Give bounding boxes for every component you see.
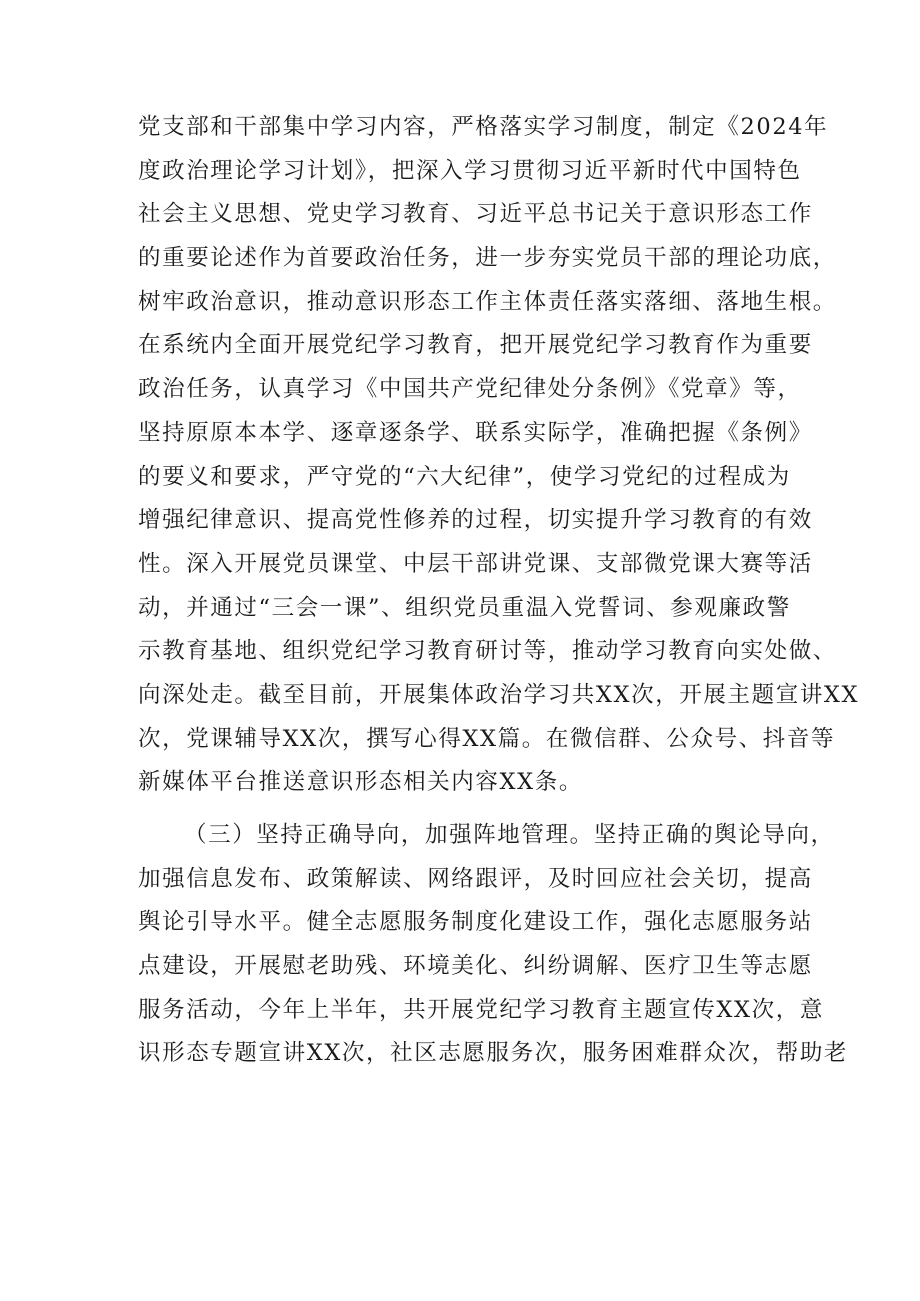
text-line: 服务活动，今年上半年，共开展党纪学习教育主题宣传XX次，意 bbox=[138, 996, 824, 1023]
section-heading-line: （三）坚持正确导向，加强阵地管理。坚持正确的舆论导向， bbox=[184, 822, 835, 848]
text-line: 示教育基地、组织党纪学习教育研讨等，推动学习教育向实处做、 bbox=[138, 638, 837, 665]
paragraph-1 bbox=[138, 106, 860, 805]
text-line: 动，并通过“三会一课”、组织党员重温入党誓词、参观廉政警 bbox=[138, 594, 791, 621]
text-line: 坚持原原本本学、逐章逐条学、联系实际学，准确把握《条例》 bbox=[138, 419, 813, 446]
text-line: 度政治理论学习计划》，把深入学习贯彻习近平新时代中国特色 bbox=[138, 157, 802, 184]
text-line: 树牢政治意识，推动意识形态工作主体责任落实落细、落地生根。 bbox=[138, 288, 837, 315]
text-line: 加强信息发布、政策解读、网络跟评，及时回应社会关切，提高 bbox=[138, 865, 813, 892]
text-line: 次，党课辅导XX次，撰写心得XX篇。在微信群、公众号、抖音等 bbox=[138, 725, 836, 752]
text-line: 在系统内全面开展党纪学习教育，把开展党纪学习教育作为重要 bbox=[138, 332, 813, 359]
text-line: 新媒体平台推送意识形态相关内容XX条。 bbox=[138, 769, 583, 796]
text-line: 点建设，开展慰老助残、环境美化、纠纷调解、医疗卫生等志愿 bbox=[138, 953, 813, 980]
text-line: 识形态专题宣讲XX次，社区志愿服务次，服务困难群众次，帮助老 bbox=[138, 1040, 849, 1067]
text-line: 党支部和干部集中学习内容，严格落实学习制度，制定《2024年 bbox=[138, 114, 829, 140]
text-line: 的重要论述作为首要政治任务，进一步夯实党员干部的理论功底， bbox=[138, 245, 837, 272]
text-line: 性。深入开展党员课堂、中层干部讲党课、支部微党课大赛等活 bbox=[138, 550, 813, 577]
text-line: 的要义和要求，严守党的“六大纪律”，使学习党纪的过程成为 bbox=[138, 463, 791, 490]
paragraph-2 bbox=[138, 814, 849, 1076]
text-line: 社会主义思想、党史学习教育、习近平总书记关于意识形态工作 bbox=[138, 201, 813, 228]
text-line: 增强纪律意识、提高党性修养的过程，切实提升学习教育的有效 bbox=[138, 507, 813, 534]
paragraph-gap bbox=[138, 805, 798, 814]
text-line: 舆论引导水平。健全志愿服务制度化建设工作，强化志愿服务站 bbox=[138, 909, 813, 936]
text-line: 向深处走。截至目前，开展集体政治学习共XX次，开展主题宣讲XX bbox=[138, 681, 860, 708]
document-body bbox=[138, 106, 860, 1076]
text-line: 政治任务，认真学习《中国共产党纪律处分条例》《党章》等， bbox=[138, 376, 802, 403]
